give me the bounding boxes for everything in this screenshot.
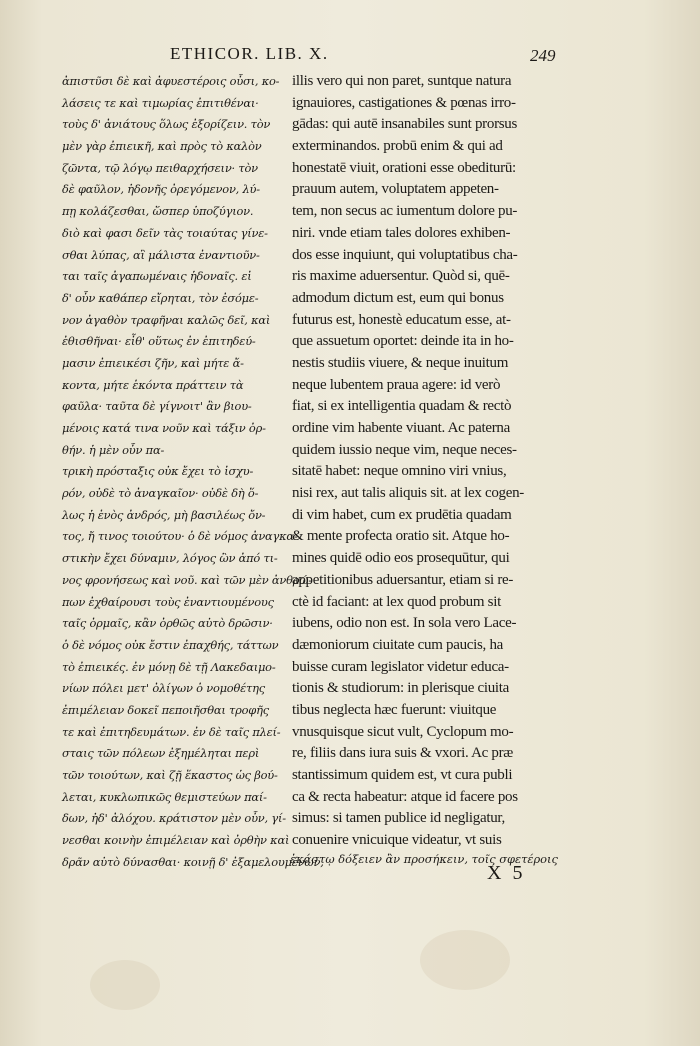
greek-line: ἐπιμέλειαν δοκεῖ πεποιῆσθαι τροφῆς: [62, 702, 269, 717]
greek-line: κοντα, μήτε ἑκόντα πράττειν τὰ: [62, 377, 244, 392]
greek-line: μασιν ἐπιεικέσι ζῆν, καὶ μήτε ἄ-: [62, 355, 244, 370]
greek-line: ἐθισθῆναι· εἶθ' οὕτως ἐν ἐπιτηδεύ-: [62, 334, 256, 349]
greek-line: τοὺς δ' ἀνιάτους ὅλως ἐξορίζειν. τὸν: [62, 117, 271, 132]
latin-line: & mente profecta oratio sit. Atque ho-: [292, 528, 510, 545]
greek-line: μὲν γὰρ ἐπιεικῆ, καὶ πρὸς τὸ καλὸν: [62, 139, 262, 154]
latin-line: stantissimum quidem est, vt cura publi: [292, 767, 513, 783]
latin-line: tibus neglecta hæc fuerunt: viuitque: [292, 701, 497, 718]
greek-line: δων, ἠδ' ἀλόχου. κράτιστον μὲν οὖν, γί-: [62, 811, 286, 826]
latin-line: dos esse inquiunt, qui voluptatibus cha-: [292, 246, 518, 263]
running-title: ETHICOR. LIB. X.: [170, 44, 329, 63]
greek-overflow-line: ἑκάστῳ δόξειεν ἂν προσήκειν, τοῖς σφετέροις: [290, 852, 558, 866]
greek-line: τος, ἤ τινος τοιούτου· ὁ δὲ νόμος ἀναγκα-: [62, 529, 298, 544]
latin-line: illis vero qui non paret, suntque natura: [292, 73, 512, 89]
latin-line: neque lubentem praua agere: id verò: [292, 376, 501, 393]
latin-line: tionis & studiorum: in plerisque ciuita: [292, 680, 510, 697]
greek-line: ἀπιστῦσι δὲ καὶ ἀφυεστέροις οὖσι, κο-: [62, 74, 280, 88]
latin-line: ignauiores, castigationes & pœnas irro-: [292, 94, 516, 111]
greek-line: νεσθαι κοινὴν ἐπιμέλειαν καὶ ὀρθὴν καὶ: [62, 833, 290, 848]
greek-line: ται ταῖς ἀγαπωμέναις ἡδοναῖς. εἰ: [62, 269, 252, 284]
latin-line: exterminandos. probū enim & qui ad: [292, 138, 503, 155]
greek-line: ρόν, οὐδὲ τὸ ἀναγκαῖον· οὐδὲ δὴ ὅ-: [62, 486, 259, 501]
greek-line: τρικὴ πρόσταξις οὐκ ἔχει τὸ ἰσχυ-: [62, 464, 254, 479]
greek-line: ὁ δὲ νόμος οὐκ ἔστιν ἐπαχθής, τάττων: [62, 637, 279, 652]
greek-line: πων ἐχθαίρουσι τοὺς ἐναντιουμένους: [62, 594, 274, 609]
latin-line: que assuetum oportet: deinde ita in ho-: [292, 333, 514, 350]
greek-line: τε καὶ ἐπιτηδευμάτων. ἐν δὲ ταῖς πλεί-: [62, 724, 281, 739]
latin-line: simus: si tamen publice id negligatur,: [292, 810, 505, 827]
latin-line: conuenire vnicuique videatur, vt suis: [292, 832, 502, 849]
latin-line: prauum autem, voluptatem appeten-: [292, 181, 499, 198]
latin-line: di vim habet, cum ex prudētia quadam: [292, 506, 512, 523]
greek-line: δ' οὖν καθάπερ εἴρηται, τὸν ἐσόμε-: [62, 290, 259, 305]
greek-line: μένοις κατά τινα νοῦν καὶ τάξιν ὀρ-: [62, 421, 266, 435]
latin-line: ctè id faciant: at lex quod probum sit: [292, 593, 501, 610]
greek-line: σταις τῶν πόλεων ἐξημέληται περὶ: [62, 746, 260, 761]
greek-line: θήν. ἡ μὲν οὖν πα-: [62, 442, 165, 457]
greek-line: ζῶντα, τῷ λόγῳ πειθαρχήσειν· τὸν: [62, 160, 258, 175]
latin-line: vnusquisque sicut vult, Cyclopum mo-: [292, 723, 514, 740]
signature-mark: X 5: [487, 862, 526, 884]
greek-line: ταῖς ὁρμαῖς, κἂν ὀρθῶς αὐτὸ δρῶσιν·: [62, 616, 273, 631]
latin-line: mines quidē odio eos prosequūtur, qui: [292, 550, 510, 567]
greek-line: δρᾶν αὐτὸ δύνασθαι· κοινῇ δ' ἐξαμελουμένων,: [62, 854, 324, 869]
page-number: 249: [530, 46, 556, 65]
latin-line: gādas: qui autē insanabiles sunt prorsus: [292, 116, 518, 133]
greek-line: νος φρονήσεως καὶ νοῦ. καὶ τῶν μὲν ἀνθρώ-: [62, 572, 312, 587]
latin-line: admodum dictum est, eum qui bonus: [292, 289, 504, 306]
latin-line: fiat, si ex intelligentia quadam & rectò: [292, 398, 512, 415]
greek-line: λως ἡ ἑνὸς ἀνδρός, μὴ βασιλέως ὄν-: [62, 507, 266, 522]
greek-line: στικὴν ἔχει δύναμιν, λόγος ὢν ἀπό τι-: [62, 551, 278, 566]
greek-line: λάσεις τε καὶ τιμωρίας ἐπιτιθέναι·: [62, 95, 259, 110]
latin-line: ca & recta habeatur: atque id facere pos: [292, 788, 518, 805]
latin-line: appetitionibus aduersantur, etiam si re-: [292, 571, 514, 588]
greek-line: δὲ φαῦλον, ἡδονῆς ὀρεγόμενον, λύ-: [62, 182, 260, 197]
latin-line: iubens, odio non est. In sola vero Lace-: [292, 615, 517, 632]
latin-line: tem, non secus ac iumentum dolore pu-: [292, 203, 518, 220]
latin-line: sitatē habet: neque omnino viri vnius,: [292, 463, 507, 480]
latin-line: re, filiis dans iura suis & vxori. Ac præ: [292, 745, 514, 762]
greek-line: νον ἀγαθὸν τραφῆναι καλῶς δεῖ, καὶ: [62, 312, 271, 327]
greek-line: νίων πόλει μετ' ὀλίγων ὁ νομοθέτης: [62, 681, 265, 696]
latin-line: nisi rex, aut talis aliquis sit. at lex cogen-: [292, 485, 524, 502]
latin-line: ordine vim habente viuant. Ac paterna: [292, 420, 510, 436]
paper-stain: [90, 960, 160, 1010]
greek-line: τῶν τοιούτων, καὶ ζῇ ἕκαστος ὡς βού-: [62, 768, 278, 782]
latin-line: niri. vnde etiam tales dolores exhiben-: [292, 224, 511, 241]
greek-line: τὸ ἐπιεικές. ἐν μόνῃ δὲ τῇ Λακεδαιμο-: [62, 659, 276, 674]
greek-line: φαῦλα· ταῦτα δὲ γίγνοιτ' ἂν βιου-: [62, 399, 252, 414]
latin-line: quidem iussio neque vim, neque neces-: [292, 441, 517, 458]
paper-stain: [420, 930, 510, 990]
latin-line: nestis studiis viuere, & neque inuitum: [292, 354, 509, 371]
greek-line: πῃ κολάζεσθαι, ὥσπερ ὑποζύγιον.: [62, 204, 254, 219]
latin-line: futurus est, honestè educatum esse, at-: [292, 311, 511, 328]
latin-line: dæmoniorum ciuitate cum paucis, ha: [292, 636, 503, 653]
latin-line: buisse curam legislator videtur educa-: [292, 658, 509, 675]
latin-line: honestatē viuit, orationi esse obediturū:: [292, 159, 516, 176]
greek-line: διὸ καὶ φασι δεῖν τὰς τοιαύτας γίνε-: [62, 225, 268, 240]
latin-text-column: [292, 71, 590, 852]
greek-line: σθαι λύπας, αἳ μάλιστα ἐναντιοῦν-: [62, 247, 260, 262]
greek-line: λεται, κυκλωπικῶς θεμιστεύων παί-: [62, 789, 267, 804]
latin-line: ris maxime aduersentur. Quòd si, quē-: [292, 268, 510, 285]
greek-text-column: [62, 71, 324, 873]
